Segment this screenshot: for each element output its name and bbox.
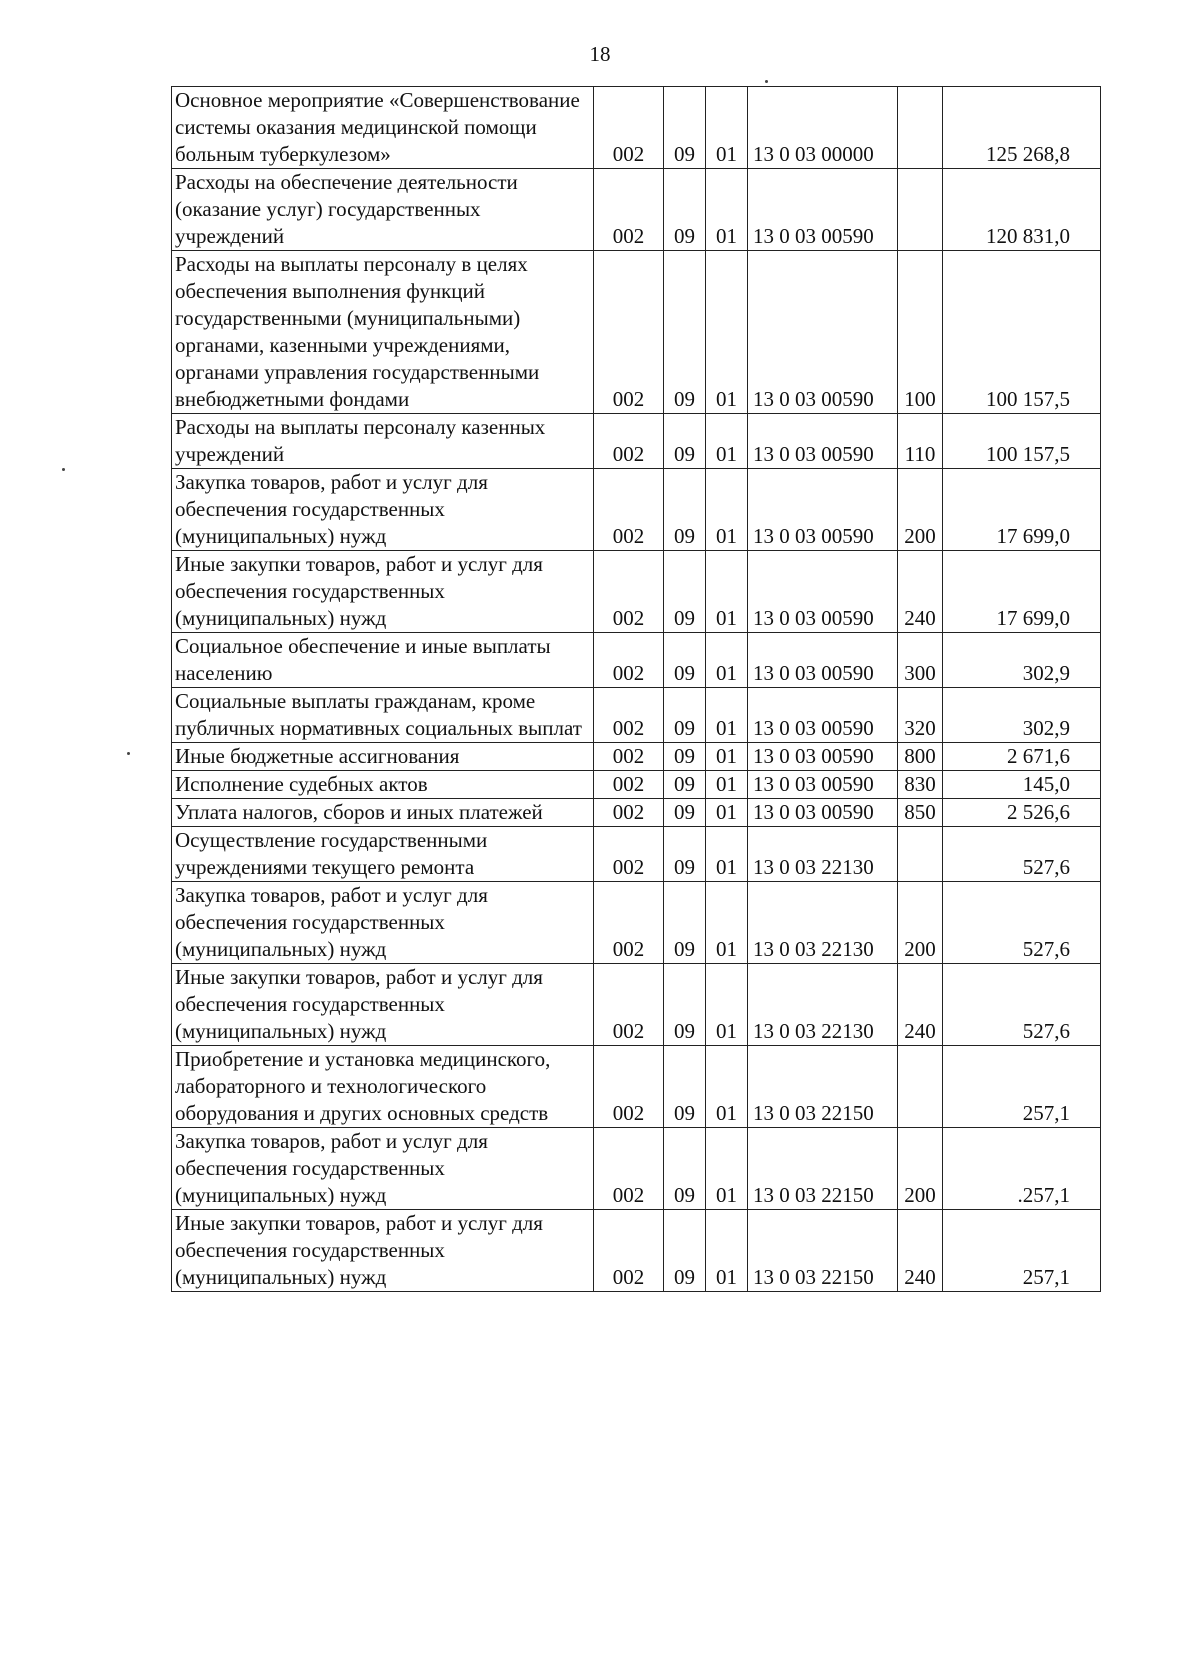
cell-vr: 850 [898,799,943,827]
cell-pr: 01 [706,414,748,469]
cell-vr: 200 [898,882,943,964]
cell-name: Иные бюджетные ассигнования [172,743,594,771]
scan-speck [62,468,65,471]
cell-rz: 09 [664,882,706,964]
cell-vr: 240 [898,1210,943,1292]
cell-csr: 13 0 03 00000 [748,87,898,169]
cell-rz: 09 [664,964,706,1046]
table-row [172,169,1101,251]
cell-pr: 01 [706,799,748,827]
cell-rz: 09 [664,1210,706,1292]
cell-ved: 002 [594,827,664,882]
cell-vr [898,87,943,169]
cell-ved: 002 [594,799,664,827]
cell-rz: 09 [664,1046,706,1128]
table-row [172,688,1101,743]
cell-sum: 17 699,0 [943,551,1101,633]
table-row [172,469,1101,551]
cell-vr: 240 [898,964,943,1046]
cell-rz: 09 [664,1128,706,1210]
cell-csr: 13 0 03 00590 [748,469,898,551]
cell-name: Основное мероприятие «Совершенствование системы оказания медицинской помощи больным туберкулезом» [172,87,594,169]
cell-vr: 240 [898,551,943,633]
cell-pr: 01 [706,469,748,551]
table-row [172,633,1101,688]
cell-pr: 01 [706,1046,748,1128]
cell-rz: 09 [664,551,706,633]
cell-sum: 302,9 [943,688,1101,743]
cell-sum: 527,6 [943,882,1101,964]
cell-pr: 01 [706,743,748,771]
cell-pr: 01 [706,169,748,251]
cell-pr: 01 [706,827,748,882]
cell-vr [898,1046,943,1128]
cell-ved: 002 [594,743,664,771]
cell-name: Закупка товаров, работ и услуг для обеспечения государственных (муниципальных) нужд [172,469,594,551]
cell-name: Расходы на выплаты персоналу в целях обеспечения выполнения функций государственными (муниципальными) органами, казенными учреждениями, органами управления государственными внебюджетными фондами [172,251,594,414]
cell-name: Иные закупки товаров, работ и услуг для обеспечения государственных (муниципальных) нужд [172,964,594,1046]
cell-csr: 13 0 03 00590 [748,688,898,743]
cell-ved: 002 [594,964,664,1046]
scan-speck [765,80,768,83]
cell-csr: 13 0 03 00590 [748,169,898,251]
cell-pr: 01 [706,964,748,1046]
table-row [172,771,1101,799]
table-row [172,87,1101,169]
cell-pr: 01 [706,771,748,799]
cell-sum: 120 831,0 [943,169,1101,251]
table-row [172,964,1101,1046]
cell-name: Социальные выплаты гражданам, кроме публичных нормативных социальных выплат [172,688,594,743]
table-row [172,414,1101,469]
cell-name: Расходы на обеспечение деятельности (оказание услуг) государственных учреждений [172,169,594,251]
cell-rz: 09 [664,169,706,251]
cell-pr: 01 [706,882,748,964]
cell-ved: 002 [594,551,664,633]
cell-sum: 257,1 [943,1046,1101,1128]
cell-rz: 09 [664,743,706,771]
cell-ved: 002 [594,882,664,964]
cell-rz: 09 [664,633,706,688]
cell-pr: 01 [706,1128,748,1210]
cell-rz: 09 [664,414,706,469]
cell-vr: 200 [898,1128,943,1210]
cell-name: Осуществление государственными учреждениями текущего ремонта [172,827,594,882]
cell-pr: 01 [706,551,748,633]
table-row [172,251,1101,414]
cell-name: Социальное обеспечение и иные выплаты населению [172,633,594,688]
cell-vr: 320 [898,688,943,743]
cell-sum: 100 157,5 [943,414,1101,469]
cell-ved: 002 [594,169,664,251]
cell-vr: 110 [898,414,943,469]
cell-rz: 09 [664,469,706,551]
cell-csr: 13 0 03 22150 [748,1046,898,1128]
cell-ved: 002 [594,87,664,169]
cell-name: Приобретение и установка медицинского, лабораторного и технологического оборудования и других основных средств [172,1046,594,1128]
cell-pr: 01 [706,633,748,688]
cell-csr: 13 0 03 00590 [748,633,898,688]
cell-csr: 13 0 03 22130 [748,882,898,964]
cell-sum: 100 157,5 [943,251,1101,414]
cell-name: Исполнение судебных актов [172,771,594,799]
cell-sum: 125 268,8 [943,87,1101,169]
cell-ved: 002 [594,1210,664,1292]
cell-sum: 145,0 [943,771,1101,799]
cell-vr: 200 [898,469,943,551]
cell-name: Закупка товаров, работ и услуг для обеспечения государственных (муниципальных) нужд [172,1128,594,1210]
table-row [172,743,1101,771]
cell-rz: 09 [664,87,706,169]
cell-csr: 13 0 03 22130 [748,964,898,1046]
cell-rz: 09 [664,799,706,827]
cell-csr: 13 0 03 22150 [748,1128,898,1210]
cell-csr: 13 0 03 00590 [748,799,898,827]
cell-rz: 09 [664,827,706,882]
cell-pr: 01 [706,87,748,169]
cell-sum: .257,1 [943,1128,1101,1210]
table-row [172,799,1101,827]
cell-name: Иные закупки товаров, работ и услуг для обеспечения государственных (муниципальных) нужд [172,1210,594,1292]
cell-ved: 002 [594,469,664,551]
cell-sum: 17 699,0 [943,469,1101,551]
cell-rz: 09 [664,251,706,414]
table-body [172,87,1101,1292]
cell-name: Иные закупки товаров, работ и услуг для обеспечения государственных (муниципальных) нужд [172,551,594,633]
cell-sum: 302,9 [943,633,1101,688]
cell-pr: 01 [706,251,748,414]
cell-sum: 257,1 [943,1210,1101,1292]
cell-rz: 09 [664,771,706,799]
cell-pr: 01 [706,688,748,743]
cell-vr: 100 [898,251,943,414]
cell-name: Закупка товаров, работ и услуг для обеспечения государственных (муниципальных) нужд [172,882,594,964]
cell-csr: 13 0 03 00590 [748,251,898,414]
table-row [172,1128,1101,1210]
cell-pr: 01 [706,1210,748,1292]
scan-speck [127,752,130,755]
table-row [172,1046,1101,1128]
table-row [172,827,1101,882]
cell-sum: 2 671,6 [943,743,1101,771]
cell-csr: 13 0 03 00590 [748,771,898,799]
cell-ved: 002 [594,771,664,799]
page-number: 18 [589,42,611,66]
cell-vr: 830 [898,771,943,799]
table-row [172,551,1101,633]
cell-ved: 002 [594,1046,664,1128]
cell-csr: 13 0 03 22150 [748,1210,898,1292]
cell-name: Уплата налогов, сборов и иных платежей [172,799,594,827]
cell-ved: 002 [594,688,664,743]
cell-csr: 13 0 03 22130 [748,827,898,882]
cell-sum: 527,6 [943,964,1101,1046]
cell-csr: 13 0 03 00590 [748,551,898,633]
cell-vr [898,169,943,251]
cell-vr [898,827,943,882]
cell-vr: 300 [898,633,943,688]
cell-sum: 2 526,6 [943,799,1101,827]
cell-rz: 09 [664,688,706,743]
cell-sum: 527,6 [943,827,1101,882]
table-row [172,882,1101,964]
table-row [172,1210,1101,1292]
cell-name: Расходы на выплаты персоналу казенных учреждений [172,414,594,469]
cell-ved: 002 [594,414,664,469]
cell-ved: 002 [594,633,664,688]
cell-csr: 13 0 03 00590 [748,414,898,469]
cell-vr: 800 [898,743,943,771]
budget-table [171,86,1101,1292]
cell-csr: 13 0 03 00590 [748,743,898,771]
cell-ved: 002 [594,1128,664,1210]
cell-ved: 002 [594,251,664,414]
